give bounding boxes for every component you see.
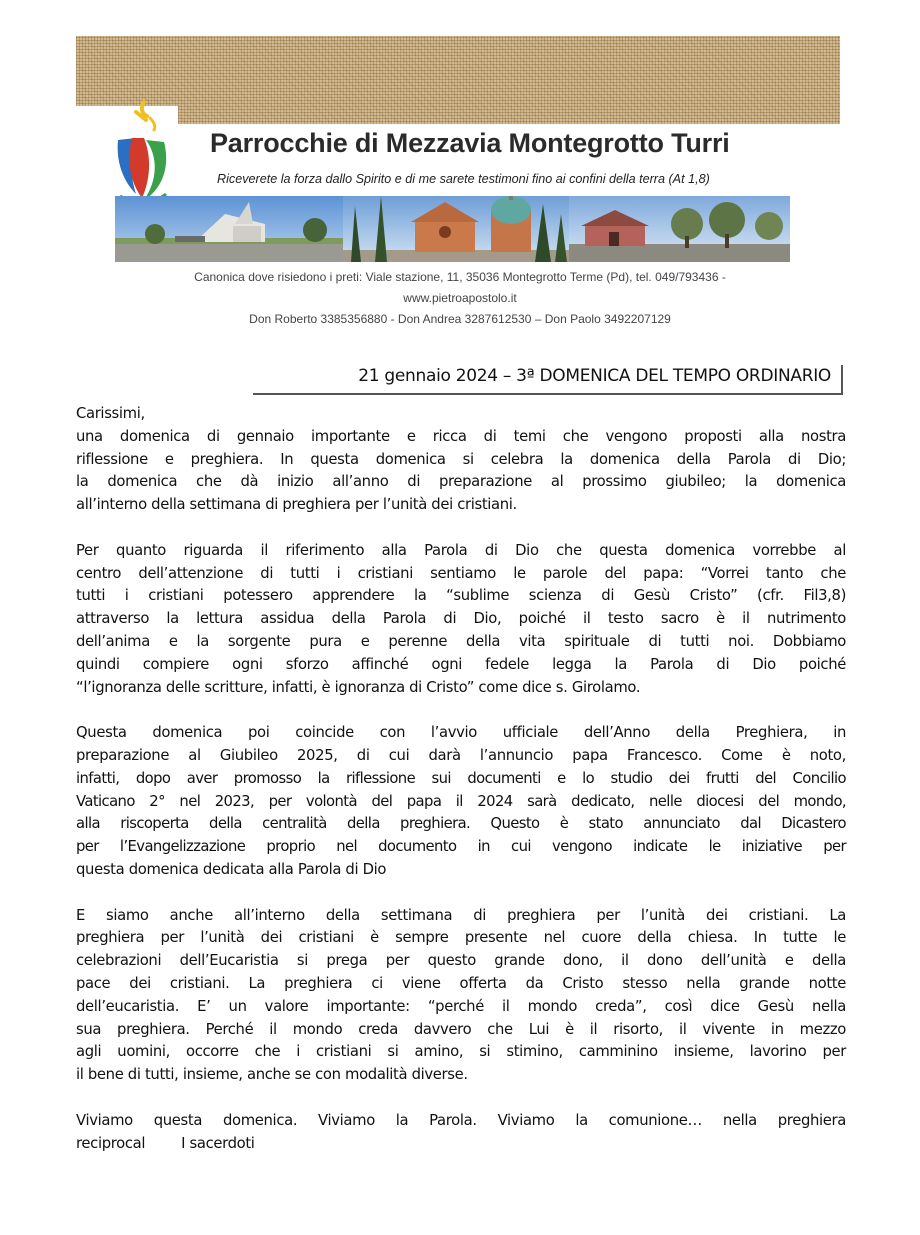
text-line: quindi compiere ogni sforzo affinché ogni fedele legga la Parola di Dio poiché bbox=[76, 655, 846, 673]
closing-line bbox=[76, 1133, 846, 1156]
date-heading: 21 gennaio 2024 – 3ª DOMENICA DEL TEMPO ORDINARIO bbox=[358, 366, 831, 386]
parish-motto: Riceverete la forza dallo Spirito e di me sarete testimoni fino ai confini della terra (At 1,8) bbox=[217, 172, 710, 186]
text-line: all’interno della settimana di preghiera per l’unità dei cristiani. bbox=[76, 496, 517, 514]
website-link[interactable]: www.pietroapostolo.it bbox=[403, 291, 517, 305]
paragraph-year-of-prayer bbox=[76, 722, 846, 882]
photo-brick-church bbox=[343, 196, 569, 262]
parish-logo-icon bbox=[114, 98, 172, 206]
rectory-address: Canonica dove risiedono i preti: Viale stazione, 11, 35036 Montegrotto Terme (Pd), tel. 049/793436 - bbox=[194, 270, 726, 284]
letter-body bbox=[76, 403, 846, 1155]
church-photos bbox=[115, 196, 790, 262]
text-line: centro dell’attenzione di tutti i cristiani sentiamo le parole del papa: “Vorrei tanto che bbox=[76, 564, 846, 582]
text-line: Vaticano 2° nel 2023, per volontà del papa il 2024 sarà dedicato, nelle diocesi del mondo, bbox=[76, 792, 846, 810]
date-heading-box bbox=[253, 365, 843, 395]
parish-title: Parrocchie di Mezzavia Montegrotto Turri bbox=[210, 128, 730, 158]
signature: I sacerdoti bbox=[181, 1134, 255, 1152]
text-line: Carissimi, bbox=[76, 405, 145, 422]
text-line: una domenica di gennaio importante e ricca di temi che vengono proposti alla nostra bbox=[76, 427, 846, 445]
paragraph-greeting bbox=[76, 403, 846, 517]
text-line: questa domenica dedicata alla Parola di Dio bbox=[76, 860, 387, 878]
text-line: riflessione e preghiera. In questa domenica si celebra la domenica della Parola di Dio; bbox=[76, 450, 846, 468]
text-line: Questa domenica poi coincide con l’avvio ufficiale dell’Anno della Preghiera, in bbox=[76, 724, 846, 742]
text-line: per l’Evangelizzazione proprio nel documento in cui vengono indicate le iniziative per bbox=[76, 838, 846, 856]
text-line: alla riscoperta della centralità della preghiera. Questo è stato annunciato dal Dicastero bbox=[76, 815, 846, 833]
text-line: “l’ignoranza delle scritture, infatti, è ignoranza di Cristo” come dice s. Girolamo. bbox=[76, 678, 641, 696]
text-line: agli uomini, occorre che i cristiani si amino, si stimino, camminino insieme, lavorino per bbox=[76, 1043, 846, 1061]
paragraph-closing bbox=[76, 1110, 846, 1156]
text-line: tutti i cristiani potessero apprendere la “sublime scienza di Gesù Cristo” (cfr. Fil3,8) bbox=[76, 587, 846, 605]
text-line: preghiera per l’unità dei cristiani è sempre presente nel cuore della chiesa. In tutte le bbox=[76, 929, 846, 947]
text-line: la domenica che dà inizio all’anno di preparazione al prossimo giubileo; la domenica bbox=[76, 473, 846, 491]
text-line: Viviamo questa domenica. Viviamo la Parola. Viviamo la comunione… nella preghiera bbox=[76, 1111, 846, 1129]
letterhead bbox=[76, 36, 840, 264]
text-line: attraverso la lettura assidua della Parola di Dio, poiché il testo sacro è il nutrimento bbox=[76, 610, 846, 628]
contact-info bbox=[120, 267, 800, 330]
paragraph-word-of-god bbox=[76, 540, 846, 700]
text-line: infatti, dopo aver promosso la riflessione sui documenti e lo studio dei frutti del Concilio bbox=[76, 769, 846, 787]
text-line: dell’anima e la sorgente pura e perenne della vita spirituale di tutti noi. Dobbiamo bbox=[76, 632, 846, 650]
photo-small-church bbox=[569, 196, 790, 262]
text-line: il bene di tutti, insieme, anche se con modalità diverse. bbox=[76, 1066, 468, 1084]
photo-modern-church bbox=[115, 196, 343, 262]
text-line: E siamo anche all’interno della settimana di preghiera per l’unità dei cristiani. La bbox=[76, 906, 846, 924]
text-line: preparazione al Giubileo 2025, di cui darà l’annuncio papa Francesco. Come è noto, bbox=[76, 746, 846, 764]
text-line: sua preghiera. Perché il mondo creda davvero che Lui è il risorto, il vivente in mezzo bbox=[76, 1020, 846, 1038]
text-line: dell’eucaristia. E’ un valore importante: “perché il mondo creda”, così dice Gesù nella bbox=[76, 997, 846, 1015]
text-line: celebrazioni dell’Eucaristia si prega per questo grande dono, il dono dell’unità e della bbox=[76, 952, 846, 970]
text-line: Per quanto riguarda il riferimento alla Parola di Dio che questa domenica vorrebbe al bbox=[76, 541, 846, 559]
priests-phones: Don Roberto 3385356880 - Don Andrea 3287612530 – Don Paolo 3492207129 bbox=[249, 312, 671, 326]
text-line: pace dei cristiani. La preghiera ci viene offerta da Cristo stesso nella grande notte bbox=[76, 974, 846, 992]
closing-word: reciprocal bbox=[76, 1134, 146, 1152]
paragraph-christian-unity bbox=[76, 905, 846, 1087]
